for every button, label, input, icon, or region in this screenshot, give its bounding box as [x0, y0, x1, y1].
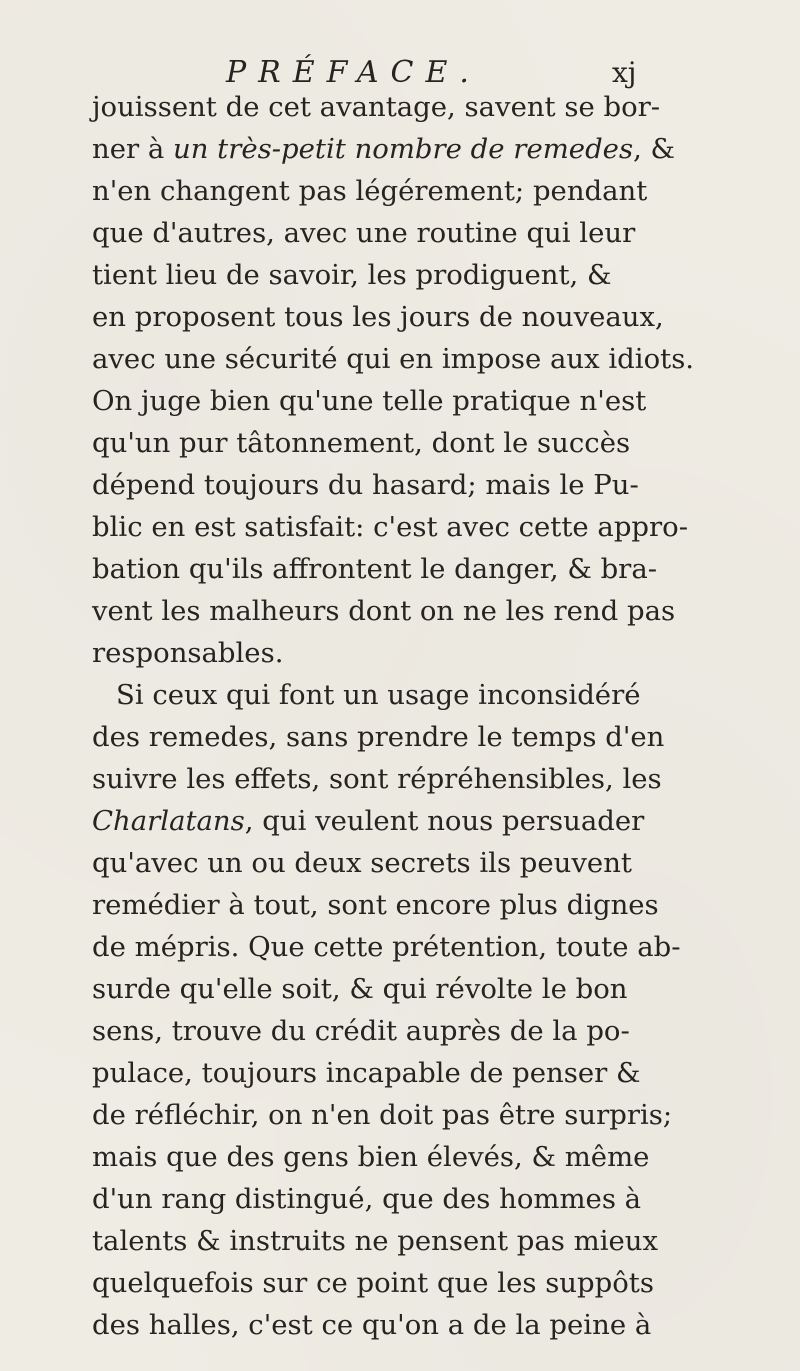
text-line: [92, 716, 772, 758]
text-segment: que d'autres, avec une routine qui leur: [92, 217, 636, 249]
text-segment: , &: [633, 133, 676, 165]
text-segment: de mépris. Que cette prétention, toute ab-: [92, 931, 681, 963]
text-segment: sens, trouve du crédit auprès de la po-: [92, 1015, 630, 1047]
text-segment: remédier à tout, sont encore plus dignes: [92, 889, 659, 921]
text-segment: jouissent de cet avantage, savent se bor-: [92, 91, 661, 123]
text-segment: Si ceux qui font un usage inconsidéré: [116, 679, 641, 711]
text-line: [92, 674, 772, 716]
text-line: [92, 548, 772, 590]
text-line: [92, 590, 772, 632]
text-segment: de réfléchir, on n'en doit pas être surpris;: [92, 1099, 673, 1131]
text-segment: dépend toujours du hasard; mais le Pu-: [92, 469, 639, 501]
text-line: [92, 128, 772, 170]
text-line: [92, 212, 772, 254]
italic-phrase: Charlatans: [92, 805, 245, 837]
text-line: [92, 758, 772, 800]
text-segment: talents & instruits ne pensent pas mieux: [92, 1225, 659, 1257]
text-line: [92, 1136, 772, 1178]
text-segment: pulace, toujours incapable de penser &: [92, 1057, 641, 1089]
text-line: [92, 800, 772, 842]
text-segment: , qui veulent nous persuader: [244, 805, 645, 837]
text-segment: vent les malheurs dont on ne les rend pas: [92, 595, 676, 627]
text-segment: des remedes, sans prendre le temps d'en: [92, 721, 665, 753]
text-line: [92, 296, 772, 338]
text-segment: tient lieu de savoir, les prodiguent, &: [92, 259, 612, 291]
text-segment: ner à: [92, 133, 174, 165]
text-segment: des halles, c'est ce qu'on a de la peine à: [92, 1309, 652, 1341]
text-segment: quelquefois sur ce point que les suppôts: [92, 1267, 654, 1299]
text-line: [92, 422, 772, 464]
text-line: [92, 254, 772, 296]
text-segment: suivre les effets, sont répréhensibles, les: [92, 763, 662, 795]
text-line: [92, 632, 772, 674]
text-segment: bation qu'ils affrontent le danger, & bra-: [92, 553, 658, 585]
text-line: [92, 1220, 772, 1262]
text-segment: responsables.: [92, 637, 284, 669]
text-line: [92, 1010, 772, 1052]
text-line: [92, 506, 772, 548]
text-line: [92, 86, 772, 128]
text-segment: d'un rang distingué, que des hommes à: [92, 1183, 642, 1215]
text-line: [92, 842, 772, 884]
text-segment: en proposent tous les jours de nouveaux,: [92, 301, 664, 333]
text-line: [92, 1262, 772, 1304]
text-segment: surde qu'elle soit, & qui révolte le bon: [92, 973, 628, 1005]
text-line: [92, 1052, 772, 1094]
text-segment: blic en est satisfait: c'est avec cette appro-: [92, 511, 689, 543]
running-title: PRÉFACE.: [226, 55, 481, 90]
text-line: [92, 338, 772, 380]
text-line: [92, 1178, 772, 1220]
page-number: xj: [612, 56, 637, 89]
text-line: [92, 884, 772, 926]
text-segment: mais que des gens bien élevés, & même: [92, 1141, 650, 1173]
text-line: [92, 1094, 772, 1136]
text-segment: n'en changent pas légérement; pendant: [92, 175, 648, 207]
text-line: [92, 170, 772, 212]
body-text: [92, 86, 772, 1346]
text-segment: avec une sécurité qui en impose aux idiots.: [92, 343, 695, 375]
text-line: [92, 968, 772, 1010]
text-segment: qu'avec un ou deux secrets ils peuvent: [92, 847, 632, 879]
text-line: [92, 1304, 772, 1346]
italic-phrase: un très-petit nombre de remedes: [173, 133, 634, 165]
text-line: [92, 926, 772, 968]
text-segment: qu'un pur tâtonnement, dont le succès: [92, 427, 631, 459]
text-segment: On juge bien qu'une telle pratique n'est: [92, 385, 647, 417]
text-line: [92, 464, 772, 506]
text-line: [92, 380, 772, 422]
